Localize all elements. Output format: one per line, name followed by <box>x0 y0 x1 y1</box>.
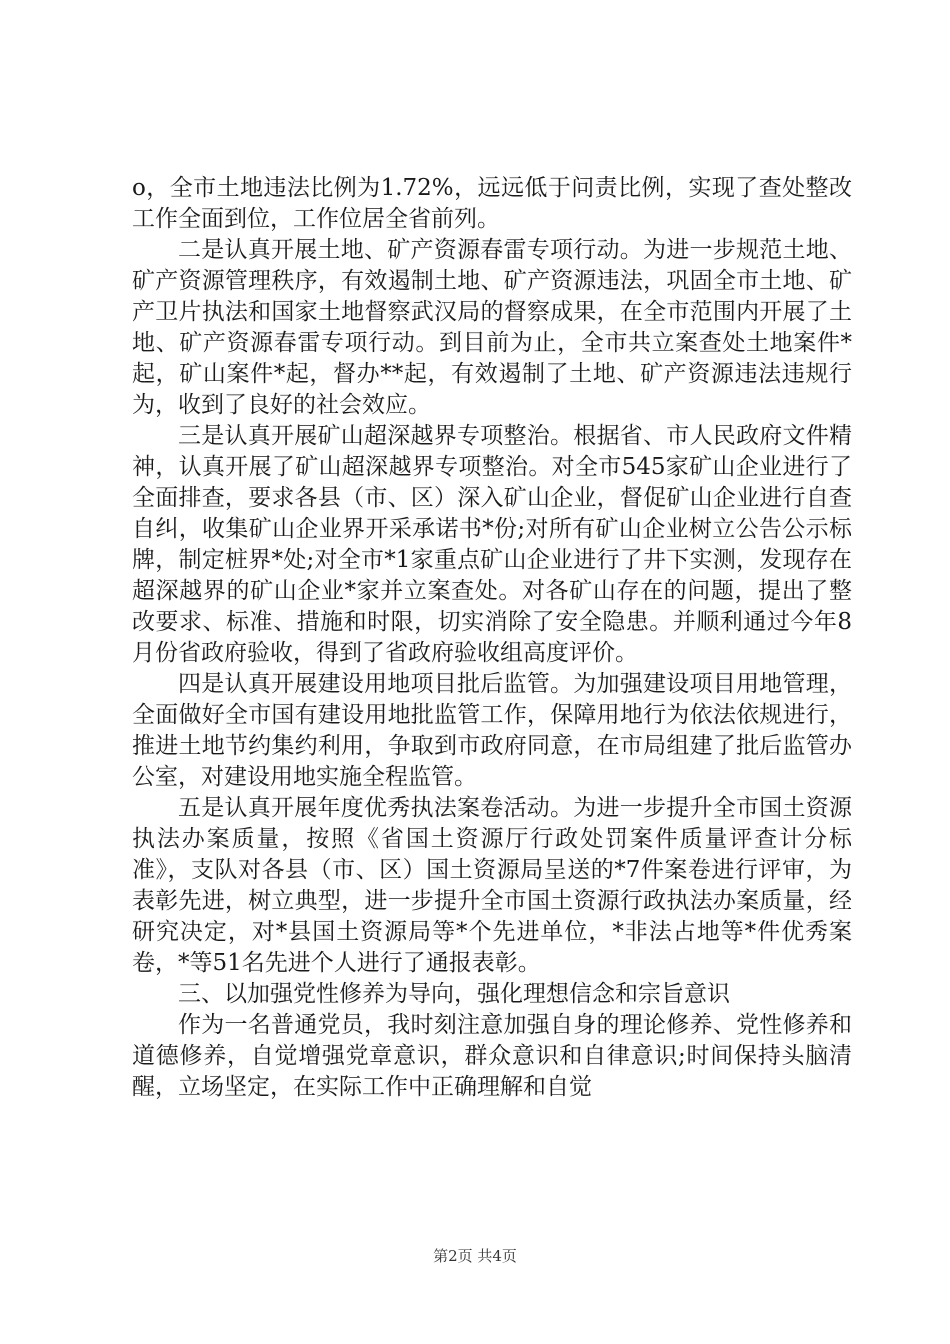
paragraph-continuation: o，全市土地违法比例为1.72%，远远低于问责比例，实现了查处整改工作全面到位，工作位居全省前列。 <box>132 175 852 232</box>
page-number-footer: 第2页 共4页 <box>433 1247 517 1265</box>
document-body <box>132 173 852 1103</box>
paragraph-party-member: 作为一名普通党员，我时刻注意加强自身的理论修养、党性修养和道德修养，自觉增强党章意识，群众意识和自律意识;时间保持头脑清醒，立场坚定，在实际工作中正确理解和自觉 <box>132 1012 852 1100</box>
paragraph-item-four: 四是认真开展建设用地项目批后监管。为加强建设项目用地管理，全面做好全市国有建设用地批监管工作，保障用地行为依法依规进行，推进土地节约集约利用，争取到市政府同意，在市局组建了批后监管办公室，对建设用地实施全程监管。 <box>132 671 852 790</box>
paragraph-item-three: 三是认真开展矿山超深越界专项整治。根据省、市人民政府文件精神，认真开展了矿山超深越界专项整治。对全市545家矿山企业进行了全面排查，要求各县（市、区）深入矿山企业，督促矿山企业进行自查自纠，收集矿山企业界开采承诺书*份;对所有矿山企业树立公告公示标牌，制定桩界*处;对全市*1家重点矿山企业进行了井下实测，发现存在超深越界的矿山企业*家并立案查处。对各矿山存在的问题，提出了整改要求、标准、措施和时限，切实消除了安全隐患。并顺利通过今年8月份省政府验收，得到了省政府验收组高度评价。 <box>132 423 852 666</box>
paragraph-item-five: 五是认真开展年度优秀执法案卷活动。为进一步提升全市国土资源执法办案质量，按照《省国土资源厅行政处罚案件质量评查计分标准》，支队对各县（市、区）国土资源局呈送的*7件案卷进行评审，为表彰先进，树立典型，进一步提升全市国土资源行政执法办案质量，经研究决定，对*县国土资源局等*个先进单位，*非法占地等*件优秀案卷，*等51名先进个人进行了通报表彰。 <box>132 795 852 976</box>
paragraph-item-two: 二是认真开展土地、矿产资源春雷专项行动。为进一步规范土地、矿产资源管理秩序，有效遏制土地、矿产资源违法，巩固全市土地、矿产卫片执法和国家土地督察武汉局的督察成果，在全市范围内开展了土地、矿产资源春雷专项行动。到目前为止，全市共立案查处土地案件*起，矿山案件*起，督办**起，有效遏制了土地、矿产资源违法违规行为，收到了良好的社会效应。 <box>132 237 852 418</box>
section-heading-three: 三、以加强党性修养为导向，强化理想信念和宗旨意识 <box>178 981 730 1007</box>
